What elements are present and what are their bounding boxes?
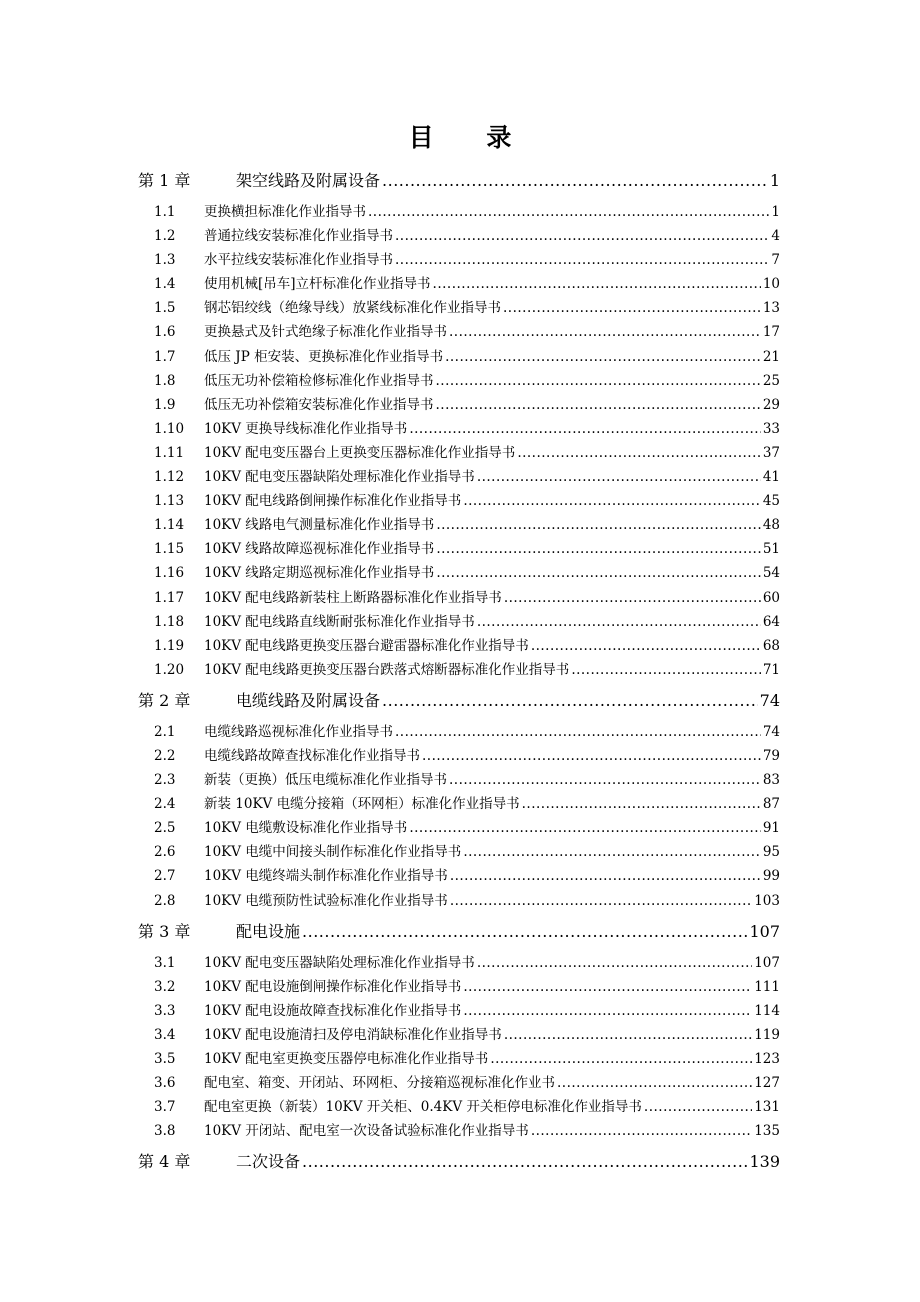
- toc-entry[interactable]: [138, 561, 780, 585]
- entry-page-number: 60: [762, 589, 780, 606]
- entry-title: 10KV 配电线路更换变压器台避雷器标准化作业指导书: [204, 637, 529, 654]
- entry-page-number: 33: [762, 420, 780, 437]
- toc-entry[interactable]: [138, 224, 780, 248]
- entry-title: 10KV 电缆终端头制作标准化作业指导书: [204, 868, 448, 885]
- chapter-number: 第 1 章: [138, 171, 191, 190]
- entry-page-number: 54: [762, 565, 780, 582]
- dot-leader: [531, 638, 761, 654]
- dot-leader: [368, 204, 769, 220]
- entry-page-number: 123: [754, 1051, 780, 1067]
- toc-entry[interactable]: [138, 744, 780, 768]
- dot-leader: [302, 1152, 747, 1171]
- entry-number: 3.3: [154, 1002, 176, 1019]
- toc-entry[interactable]: [138, 792, 780, 816]
- toc-entry[interactable]: [138, 634, 780, 658]
- entry-number: 3.7: [154, 1099, 176, 1116]
- dot-leader: [433, 276, 761, 292]
- toc-entry[interactable]: [138, 864, 780, 888]
- chapter-number: 第 4 章: [138, 1152, 191, 1172]
- toc-chapter[interactable]: [138, 688, 780, 716]
- entry-title: 10KV 配电设施倒闸操作标准化作业指导书: [204, 978, 462, 995]
- dot-leader: [449, 772, 761, 788]
- entry-number: 3.2: [154, 978, 176, 995]
- toc-entry[interactable]: [138, 951, 780, 975]
- entry-title: 电缆线路巡视标准化作业指导书: [204, 723, 393, 740]
- entry-page-number: 45: [762, 493, 780, 510]
- dot-leader: [395, 724, 761, 740]
- entry-page-number: 51: [762, 541, 780, 558]
- entry-number: 1.2: [154, 228, 176, 245]
- entry-page-number: 74: [762, 723, 780, 740]
- entry-page-number: 103: [754, 892, 780, 909]
- toc-entry[interactable]: [138, 840, 780, 864]
- dot-leader: [382, 171, 768, 190]
- chapter-page-number: 1: [769, 171, 780, 190]
- dot-leader: [436, 517, 761, 533]
- entry-title: 普通拉线安装标准化作业指导书: [204, 228, 393, 245]
- chapter-title: 二次设备: [236, 1152, 301, 1172]
- entry-number: 3.5: [154, 1051, 176, 1067]
- toc-entry[interactable]: [138, 489, 780, 513]
- dot-leader: [463, 493, 761, 509]
- entry-page-number: 111: [754, 978, 780, 995]
- entry-title: 低压无功补偿箱检修标准化作业指导书: [204, 372, 434, 389]
- entry-page-number: 95: [762, 844, 780, 861]
- entry-title: 10KV 更换导线标准化作业指导书: [204, 420, 408, 437]
- entry-page-number: 107: [754, 954, 780, 971]
- entry-page-number: 41: [762, 469, 780, 486]
- entry-page-number: 17: [762, 324, 780, 341]
- entry-number: 1.11: [154, 444, 185, 461]
- entry-title: 10KV 配电设施清扫及停电消缺标准化作业指导书: [204, 1026, 502, 1043]
- entry-number: 2.5: [154, 820, 176, 837]
- dot-leader: [409, 421, 761, 437]
- toc-entry[interactable]: [138, 1071, 780, 1095]
- entry-number: 1.16: [154, 565, 185, 582]
- toc-entry[interactable]: [138, 248, 780, 272]
- entry-title: 配电室更换（新装）10KV 开关柜、0.4KV 开关柜停电标准化作业指导书: [204, 1099, 642, 1116]
- entry-page-number: 1: [771, 204, 780, 220]
- dot-leader: [395, 228, 769, 244]
- entry-page-number: 119: [754, 1026, 780, 1043]
- entry-title: 低压 JP 柜安装、更换标准化作业指导书: [204, 348, 444, 365]
- toc-entry[interactable]: [138, 975, 780, 999]
- entry-page-number: 4: [771, 228, 780, 245]
- entry-title: 10KV 配电变压器缺陷处理标准化作业指导书: [204, 954, 475, 971]
- toc-entry[interactable]: [138, 537, 780, 561]
- entry-number: 3.8: [154, 1123, 176, 1140]
- dot-leader: [382, 691, 758, 710]
- dot-leader: [463, 844, 761, 860]
- toc-entry[interactable]: [138, 658, 780, 682]
- toc-entry[interactable]: [138, 586, 780, 610]
- toc-entry[interactable]: [138, 417, 780, 441]
- dot-leader: [302, 922, 747, 941]
- toc-entry[interactable]: [138, 1119, 780, 1143]
- entry-page-number: 79: [762, 747, 780, 764]
- entry-number: 1.17: [154, 589, 185, 606]
- toc-entry[interactable]: [138, 200, 780, 224]
- entry-title: 10KV 配电变压器缺陷处理标准化作业指导书: [204, 469, 475, 486]
- entry-title: 10KV 配电线路更换变压器台跌落式熔断器标准化作业指导书: [204, 661, 570, 678]
- toc-chapter[interactable]: [138, 919, 780, 947]
- entry-title: 10KV 配电线路倒闸操作标准化作业指导书: [204, 493, 462, 510]
- toc-entry[interactable]: [138, 441, 780, 465]
- entry-number: 1.9: [154, 396, 176, 413]
- entry-number: 2.4: [154, 796, 176, 813]
- dot-leader: [571, 662, 761, 678]
- dot-leader: [436, 541, 761, 557]
- entry-title: 10KV 线路定期巡视标准化作业指导书: [204, 565, 435, 582]
- toc-entry[interactable]: [138, 393, 780, 417]
- toc-entry[interactable]: [138, 513, 780, 537]
- toc-chapter[interactable]: [138, 168, 780, 196]
- dot-leader: [477, 614, 761, 630]
- toc-entry[interactable]: [138, 369, 780, 393]
- dot-leader: [557, 1075, 752, 1091]
- dot-leader: [463, 1003, 752, 1019]
- toc-chapter[interactable]: [138, 1149, 780, 1177]
- entry-number: 2.2: [154, 747, 176, 764]
- toc-entry[interactable]: [138, 720, 780, 744]
- entry-number: 3.4: [154, 1026, 176, 1043]
- toc-entry[interactable]: [138, 1023, 780, 1047]
- entry-title: 水平拉线安装标准化作业指导书: [204, 252, 393, 269]
- dot-leader: [463, 979, 752, 995]
- entry-number: 1.12: [154, 469, 185, 486]
- entry-title: 10KV 配电变压器台上更换变压器标准化作业指导书: [204, 444, 516, 461]
- entry-number: 1.7: [154, 348, 176, 365]
- dot-leader: [422, 748, 761, 764]
- table-of-contents: [138, 168, 780, 1177]
- chapter-page-number: 74: [759, 690, 780, 710]
- dot-leader: [531, 1123, 752, 1139]
- entry-page-number: 127: [754, 1075, 780, 1092]
- entry-number: 1.19: [154, 637, 185, 654]
- entry-title: 10KV 电缆敷设标准化作业指导书: [204, 820, 408, 837]
- entry-number: 3.6: [154, 1075, 176, 1092]
- entry-number: 3.1: [154, 954, 176, 971]
- dot-leader: [490, 1051, 752, 1067]
- dot-leader: [445, 349, 761, 365]
- entry-number: 2.8: [154, 892, 176, 909]
- chapter-number: 第 3 章: [138, 921, 191, 941]
- entry-page-number: 21: [762, 348, 780, 365]
- entry-page-number: 131: [754, 1099, 780, 1116]
- entry-number: 1.6: [154, 324, 176, 341]
- entry-number: 1.14: [154, 517, 185, 534]
- dot-leader: [450, 893, 752, 909]
- dot-leader: [449, 324, 761, 340]
- entry-page-number: 91: [762, 820, 780, 837]
- dot-leader: [436, 565, 761, 581]
- entry-page-number: 25: [762, 372, 780, 389]
- entry-page-number: 7: [771, 252, 780, 269]
- entry-number: 1.13: [154, 493, 185, 510]
- dot-leader: [436, 397, 761, 413]
- entry-number: 1.18: [154, 613, 185, 630]
- toc-entry[interactable]: [138, 320, 780, 344]
- chapter-title: 电缆线路及附属设备: [236, 690, 381, 710]
- entry-number: 1.10: [154, 420, 185, 437]
- dot-leader: [504, 1027, 752, 1043]
- entry-number: 2.6: [154, 844, 176, 861]
- toc-entry[interactable]: [138, 816, 780, 840]
- dot-leader: [477, 955, 752, 971]
- toc-entry[interactable]: [138, 1047, 780, 1071]
- entry-page-number: 114: [754, 1002, 780, 1019]
- entry-title: 配电室、箱变、开闭站、环网柜、分接箱巡视标准化作业书: [204, 1075, 555, 1092]
- entry-title: 10KV 电缆中间接头制作标准化作业指导书: [204, 844, 462, 861]
- entry-title: 10KV 配电线路直线断耐张标准化作业指导书: [204, 613, 475, 630]
- entry-page-number: 29: [762, 396, 780, 413]
- dot-leader: [395, 252, 769, 268]
- entry-page-number: 71: [762, 661, 780, 678]
- entry-title: 电缆线路故障查找标准化作业指导书: [204, 747, 420, 764]
- entry-page-number: 87: [762, 796, 780, 813]
- entry-title: 更换悬式及针式绝缘子标准化作业指导书: [204, 324, 447, 341]
- entry-page-number: 83: [762, 772, 780, 789]
- entry-page-number: 13: [762, 300, 780, 317]
- dot-leader: [504, 590, 761, 606]
- entry-number: 2.1: [154, 723, 176, 740]
- entry-title: 更换横担标准化作业指导书: [204, 204, 366, 220]
- entry-number: 2.7: [154, 868, 176, 885]
- chapter-page-number: 139: [749, 1152, 780, 1172]
- entry-title: 使用机械[吊车]立杆标准化作业指导书: [204, 276, 431, 293]
- entry-title: 10KV 配电线路新装柱上断路器标准化作业指导书: [204, 589, 502, 606]
- page-title: 目 录: [408, 123, 534, 152]
- entry-page-number: 99: [762, 868, 780, 885]
- dot-leader: [644, 1099, 752, 1115]
- entry-page-number: 64: [762, 613, 780, 630]
- entry-page-number: 135: [754, 1123, 780, 1140]
- entry-page-number: 37: [762, 444, 780, 461]
- toc-entry[interactable]: [138, 1095, 780, 1119]
- dot-leader: [409, 820, 761, 836]
- entry-number: 1.20: [154, 661, 185, 678]
- entry-number: 1.8: [154, 372, 176, 389]
- entry-title: 10KV 线路故障巡视标准化作业指导书: [204, 541, 435, 558]
- entry-title: 新装 10KV 电缆分接箱（环网柜）标准化作业指导书: [204, 796, 520, 813]
- entry-number: 2.3: [154, 772, 176, 789]
- entry-title: 钢芯铝绞线（绝缘导线）放紧线标准化作业指导书: [204, 300, 501, 317]
- chapter-title: 配电设施: [236, 921, 301, 941]
- toc-entry[interactable]: [138, 296, 780, 320]
- chapter-title: 架空线路及附属设备: [236, 171, 381, 190]
- chapter-number: 第 2 章: [138, 690, 191, 710]
- toc-entry[interactable]: [138, 610, 780, 634]
- toc-entry[interactable]: [138, 465, 780, 489]
- entry-page-number: 48: [762, 517, 780, 534]
- entry-title: 10KV 线路电气测量标准化作业指导书: [204, 517, 435, 534]
- entry-page-number: 68: [762, 637, 780, 654]
- entry-title: 10KV 开闭站、配电室一次设备试验标准化作业指导书: [204, 1123, 529, 1140]
- dot-leader: [436, 373, 761, 389]
- entry-number: 1.5: [154, 300, 176, 317]
- entry-title: 10KV 电缆预防性试验标准化作业指导书: [204, 892, 448, 909]
- entry-number: 1.1: [154, 204, 176, 220]
- dot-leader: [477, 469, 761, 485]
- toc-entry[interactable]: [138, 889, 780, 913]
- entry-number: 1.15: [154, 541, 185, 558]
- dot-leader: [517, 445, 761, 461]
- entry-number: 1.3: [154, 252, 176, 269]
- entry-title: 10KV 配电设施故障查找标准化作业指导书: [204, 1002, 462, 1019]
- dot-leader: [503, 300, 761, 316]
- entry-title: 10KV 配电室更换变压器停电标准化作业指导书: [204, 1051, 489, 1067]
- entry-number: 1.4: [154, 276, 176, 293]
- entry-title: 低压无功补偿箱安装标准化作业指导书: [204, 396, 434, 413]
- entry-page-number: 10: [762, 276, 780, 293]
- chapter-page-number: 107: [749, 921, 780, 941]
- toc-entry[interactable]: [138, 272, 780, 296]
- toc-entry[interactable]: [138, 345, 780, 369]
- dot-leader: [522, 796, 761, 812]
- toc-entry[interactable]: [138, 768, 780, 792]
- dot-leader: [450, 868, 761, 884]
- entry-title: 新装（更换）低压电缆标准化作业指导书: [204, 772, 447, 789]
- toc-entry[interactable]: [138, 999, 780, 1023]
